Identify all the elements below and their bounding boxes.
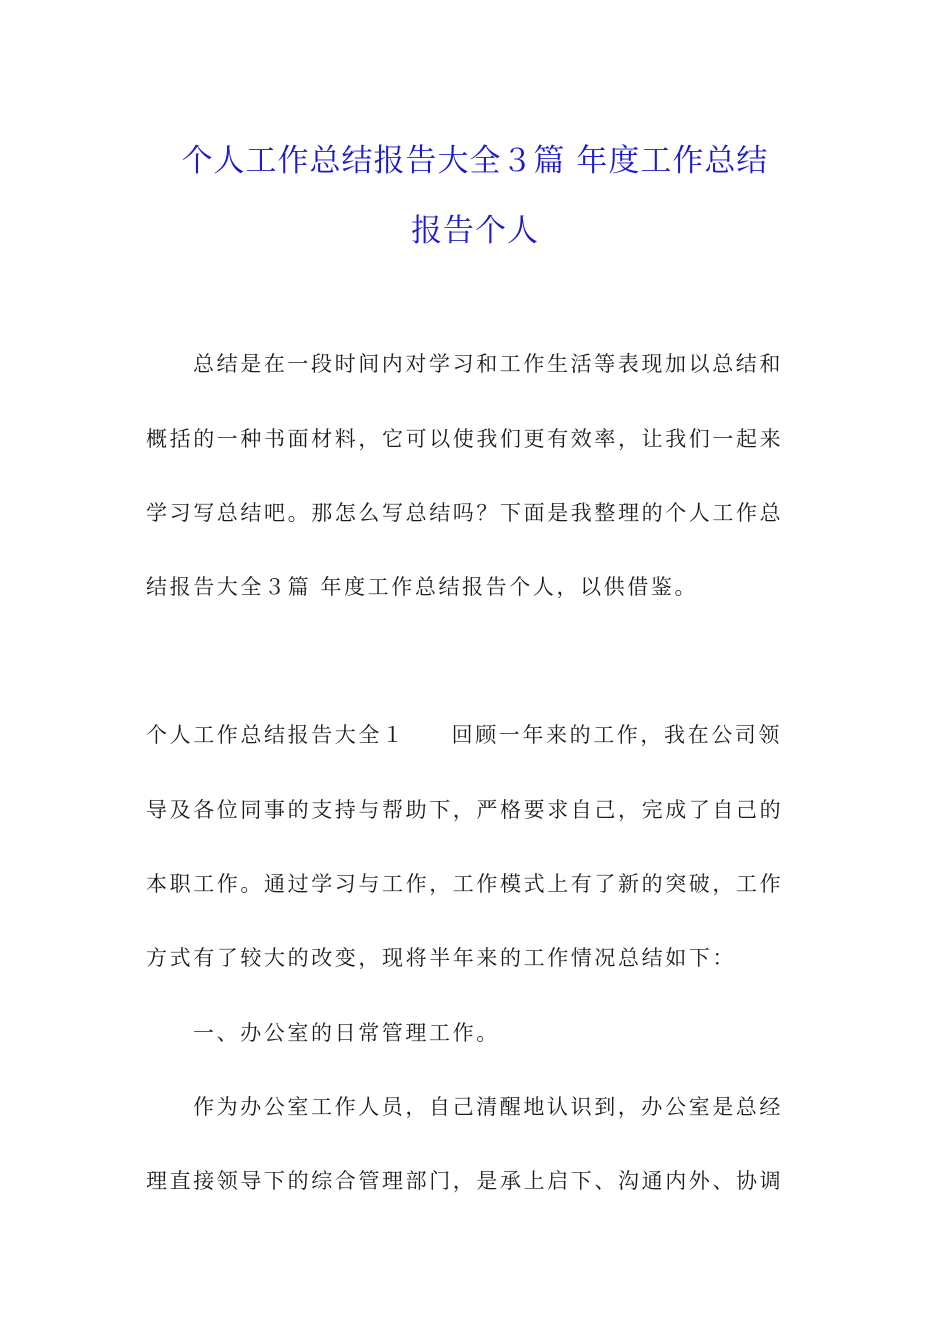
body-line-2: 理直接领导下的综合管理部门，是承上启下、沟通内外、协调 [146, 1169, 784, 1193]
subheading-office-management: 一、办公室的日常管理工作。 [193, 1021, 500, 1045]
section-1-line-4: 方式有了较大的改变，现将半年来的工作情况总结如下： [146, 946, 736, 970]
section-1-line-3: 本职工作。通过学习与工作，工作模式上有了新的突破，工作 [146, 872, 784, 896]
intro-line-3: 学习写总结吧。那怎么写总结吗？下面是我整理的个人工作总 [146, 501, 784, 525]
section-1-heading: 个人工作总结报告大全１ [146, 723, 406, 747]
body-line-1: 作为办公室工作人员，自己清醒地认识到，办公室是总经 [193, 1095, 783, 1119]
section-1-first-line [146, 719, 806, 749]
intro-line-1: 总结是在一段时间内对学习和工作生活等表现加以总结和 [193, 352, 783, 376]
section-1-line-1: 回顾一年来的工作，我在公司领 [451, 723, 783, 747]
intro-line-4: 结报告大全３篇 年度工作总结报告个人，以供借鉴。 [146, 575, 699, 599]
document-title-line-2: 报告个人 [411, 213, 539, 249]
section-1-line-2: 导及各位同事的支持与帮助下，严格要求自己，完成了自己的 [146, 798, 784, 822]
document-title-line-1: 个人工作总结报告大全３篇 年度工作总结 [181, 143, 769, 179]
intro-line-2: 概括的一种书面材料，它可以使我们更有效率，让我们一起来 [146, 427, 784, 451]
